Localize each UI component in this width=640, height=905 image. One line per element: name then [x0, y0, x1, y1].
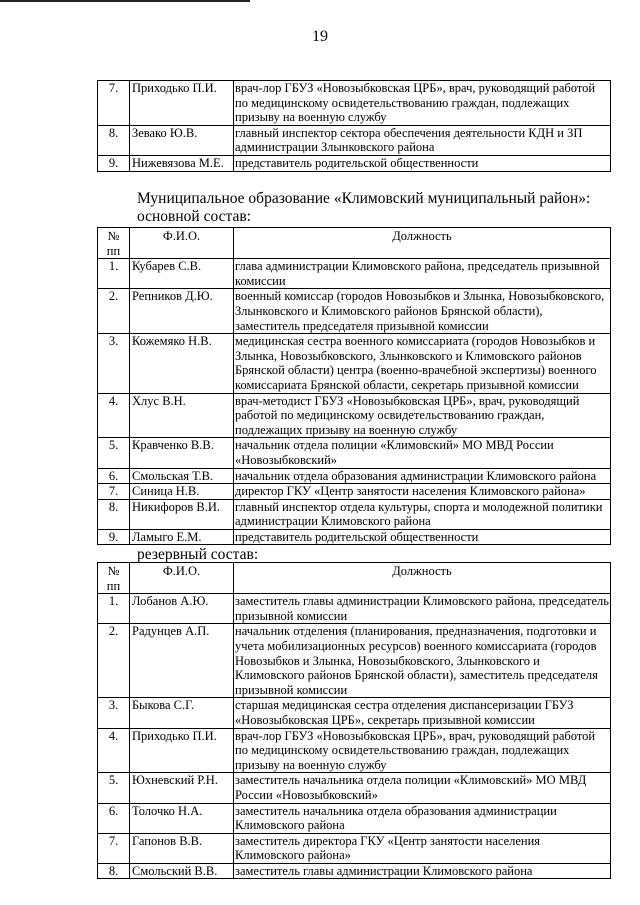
section-subtitle: основной состав:: [137, 208, 251, 225]
member-position: главный инспектор сектора обеспечения деятельности КДН и ЗП администрации Злынковского района: [234, 125, 611, 155]
table-row: [98, 393, 611, 438]
row-number: 5.: [98, 438, 130, 468]
row-number: 4.: [98, 393, 130, 438]
table-row: [98, 334, 611, 393]
member-name: Кожемяко Н.В.: [130, 334, 234, 393]
row-number: 7.: [98, 484, 130, 500]
table-row: [98, 698, 611, 728]
page-number: 19: [312, 28, 328, 45]
row-number: 8.: [98, 499, 130, 529]
row-number: 9.: [98, 155, 130, 171]
member-position: заместитель начальника отдела образования администрации Климовского района: [234, 803, 611, 833]
member-position: заместитель главы администрации Климовского района: [234, 863, 611, 879]
table-row: [98, 594, 611, 624]
member-position: представитель родительской общественности: [234, 155, 611, 171]
row-number: 3.: [98, 334, 130, 393]
member-position: главный инспектор отдела культуры, спорта и молодежной политики администрации Климовского района: [234, 499, 611, 529]
row-number: 4.: [98, 728, 130, 773]
member-name: Кравченко В.В.: [130, 438, 234, 468]
table-row: [98, 863, 611, 879]
member-position: представитель родительской общественности: [234, 529, 611, 545]
header-position: Должность: [234, 563, 611, 594]
member-name: Смольский В.В.: [130, 863, 234, 879]
table-row: [98, 773, 611, 803]
header-name: Ф.И.О.: [130, 228, 234, 259]
member-name: Зевако Ю.В.: [130, 125, 234, 155]
section-title: Муниципальное образование «Климовский муниципальный район»:: [137, 190, 591, 207]
row-number: 8.: [98, 863, 130, 879]
row-number: 6.: [98, 803, 130, 833]
member-position: директор ГКУ «Центр занятости населения Климовского района»: [234, 484, 611, 500]
member-name: Нижевязова М.Е.: [130, 155, 234, 171]
member-position: глава администрации Климовского района, председатель призывной комиссии: [234, 259, 611, 289]
member-name: Радунцев А.П.: [130, 624, 234, 698]
table-row: [98, 81, 611, 126]
member-position: военный комиссар (городов Новозыбков и Злынка, Новозыбковского, Злынковского и Климовского районов Брянской области), заместитель председателя призывной комиссии: [234, 289, 611, 334]
reserve-composition-table: [97, 562, 611, 879]
member-name: Приходько П.И.: [130, 81, 234, 126]
table-header-row: [98, 228, 611, 259]
member-position: старшая медицинская сестра отделения диспансеризации ГБУЗ «Новозыбковская ЦРБ», секретарь призывной комиссии: [234, 698, 611, 728]
member-position: врач-лор ГБУЗ «Новозыбковская ЦРБ», врач, руководящий работой по медицинскому освидетельствованию граждан, подлежащих призыву на военную службу: [234, 728, 611, 773]
table-row: [98, 624, 611, 698]
member-name: Хлус В.Н.: [130, 393, 234, 438]
member-name: Кубарев С.В.: [130, 259, 234, 289]
table-row: [98, 438, 611, 468]
row-number: 6.: [98, 468, 130, 484]
member-name: Гапонов В.В.: [130, 833, 234, 863]
main-composition-table: [97, 227, 611, 545]
table-header-row: [98, 563, 611, 594]
table-row: [98, 468, 611, 484]
row-number: 1.: [98, 594, 130, 624]
member-position: заместитель начальника отдела полиции «Климовский» МО МВД России «Новозыбковский»: [234, 773, 611, 803]
table-row: [98, 155, 611, 171]
member-name: Ламыго Е.М.: [130, 529, 234, 545]
header-num: № пп: [98, 228, 130, 259]
member-position: заместитель директора ГКУ «Центр занятости населения Климовского района»: [234, 833, 611, 863]
header-num: № пп: [98, 563, 130, 594]
member-position: начальник отдела полиции «Климовский» МО МВД России «Новозыбковский»: [234, 438, 611, 468]
table-row: [98, 803, 611, 833]
section-heading-klimovo: [137, 190, 590, 226]
table-row: [98, 499, 611, 529]
member-name: Репников Д.Ю.: [130, 289, 234, 334]
member-name: Приходько П.И.: [130, 728, 234, 773]
row-number: 3.: [98, 698, 130, 728]
top-rule: [0, 0, 250, 2]
table-row: [98, 259, 611, 289]
row-number: 2.: [98, 624, 130, 698]
member-name: Быкова С.Г.: [130, 698, 234, 728]
member-position: заместитель главы администрации Климовского района, председатель призывной комиссии: [235, 594, 609, 623]
row-number: 1.: [98, 259, 130, 289]
member-name: Смольская Т.В.: [130, 468, 234, 484]
member-position: врач-лор ГБУЗ «Новозыбковская ЦРБ», врач, руководящий работой по медицинскому освидетельствованию граждан, подлежащих призыву на военную службу: [234, 81, 611, 126]
member-position: начальник отдела образования администрации Климовского района: [234, 468, 611, 484]
member-name: Никифоров В.И.: [130, 499, 234, 529]
section-title: резервный состав:: [137, 546, 259, 563]
member-position: врач-методист ГБУЗ «Новозыбковская ЦРБ», врач, руководящий работой по медицинскому освидетельствованию граждан, подлежащих призыву на военную службу: [234, 393, 611, 438]
header-position: Должность: [234, 228, 611, 259]
table-row: [98, 833, 611, 863]
member-name: Синица Н.В.: [130, 484, 234, 500]
row-number: 7.: [98, 833, 130, 863]
row-number: 2.: [98, 289, 130, 334]
member-name: Лобанов А.Ю.: [130, 594, 234, 624]
header-name: Ф.И.О.: [130, 563, 234, 594]
table-row: [98, 728, 611, 773]
member-name: Толочко Н.А.: [130, 803, 234, 833]
table-row: [98, 529, 611, 545]
row-number: 8.: [98, 125, 130, 155]
table-row: [98, 289, 611, 334]
row-number: 7.: [98, 81, 130, 126]
row-number: 9.: [98, 529, 130, 545]
commission-table-continued: [97, 80, 611, 172]
member-position: начальник отделения (планирования, предназначения, подготовки и учета мобилизационных ресурсов) военного комиссариата (городов Новозыбков и Злынка, Новозыбковского, Злынковского и Климовского районов Брянской области), заместитель председателя призывной комиссии: [234, 624, 611, 698]
table-row: [98, 125, 611, 155]
member-name: Юхневский Р.Н.: [130, 773, 234, 803]
member-position: медицинская сестра военного комиссариата (городов Новозыбков и Злынка, Новозыбковского, Злынковского и Климовского районов Брянской области) центра (военно-врачебной экспертизы) военного комиссариата Брянской области, секретарь призывной комиссии: [234, 334, 611, 393]
row-number: 5.: [98, 773, 130, 803]
table-row: [98, 484, 611, 500]
